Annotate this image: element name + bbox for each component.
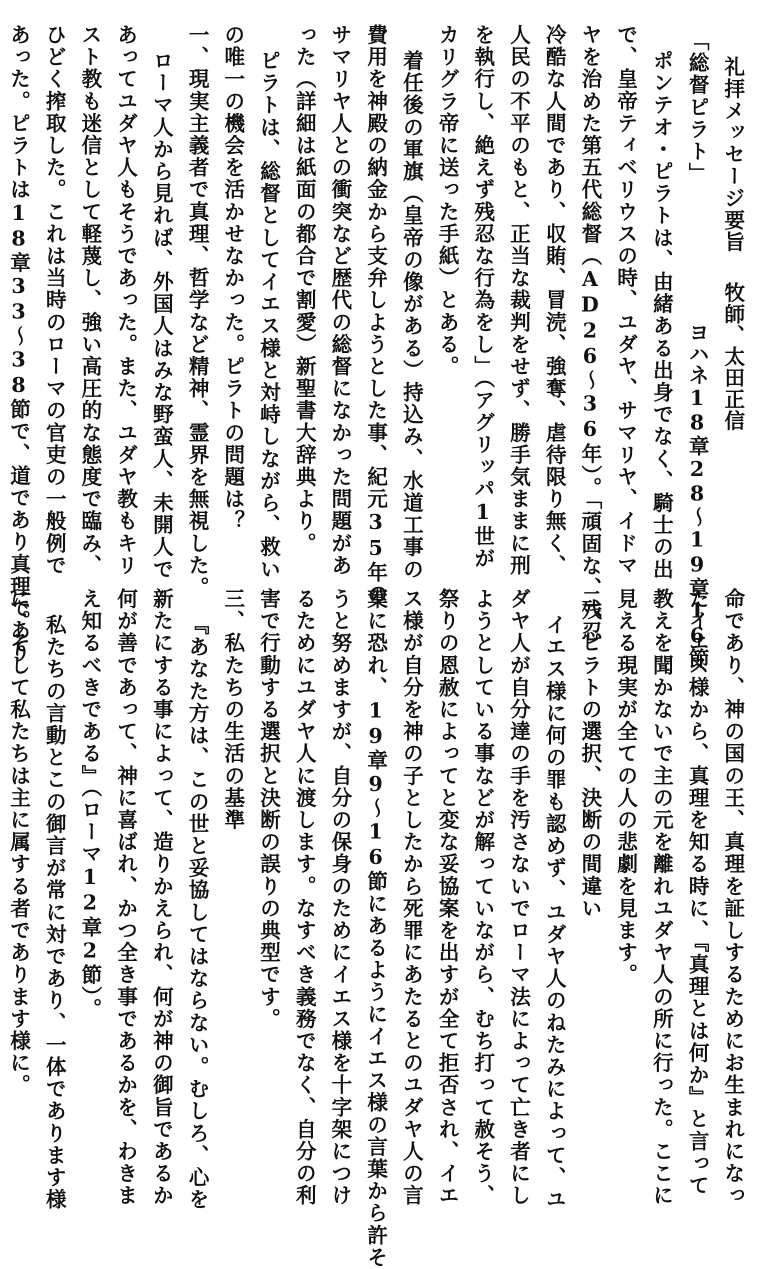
body-line: るためにユダヤ人に渡します。なすべき義務でなく、自分の利	[292, 588, 317, 1207]
body-line: 新たにする事によって、造りかえられ、何が神の御旨であるか	[149, 588, 174, 1207]
body-line: うと努めますが、自分の保身のためにイエス様を十字架につけ	[327, 588, 352, 1207]
body-line: ヤを治めた第五代総督（AD26〜36年）。「頑固な、残忍	[577, 24, 602, 644]
body-line: 費用を神殿の納金から支弁しようとした事、紀元35年の	[363, 24, 388, 606]
body-line: え知るべきである』（ローマ12章2節）。	[77, 588, 102, 1020]
body-line: スト教も迷信として軽蔑し、強い高圧的な態度で臨み、	[77, 24, 102, 577]
body-line: 害で行動する選択と決断の誤りの典型です。	[256, 588, 281, 1030]
author-name: 牧師、太田正信	[720, 282, 745, 432]
sermon-title: 「総督ピラト」	[685, 30, 710, 185]
body-line: あった。ピラトは18章33〜38節で、道であり真理であり	[6, 24, 31, 664]
body-line: イエス様に何の罪も認めず、ユダヤ人のねたみによって、ユ	[542, 614, 567, 1211]
body-line: 『あなた方は、この世と妥協してはならない。むしろ、心を	[185, 614, 210, 1211]
body-line: ようとしている事などが解っていながら、むち打って赦そう、	[470, 588, 495, 1207]
body-line: 祭りの恩赦によってと変な妥協案を出すが全て拒否され、イエ	[435, 588, 460, 1207]
body-line: ポンテオ・ピラトは、由緒ある出身でなく、騎士の出	[649, 50, 674, 581]
body-line: の唯一の機会を活かせなかった。ピラトの問題は？	[220, 24, 245, 533]
section-heading: 二、ピラトの選択、決断の間違い	[577, 588, 602, 920]
body-line: 何が善であって、神に喜ばれ、かつ全き事であるかを、わきま	[113, 588, 138, 1207]
body-line: カリグラ帝に送った手紙）とある。	[435, 24, 460, 378]
body-line: 人民の不平のもと、正当な裁判をせず、勝手気ままに刑	[506, 24, 531, 577]
body-line: 命であり、神の国の王、真理を証しするためにお生まれになっ	[720, 588, 745, 1207]
body-line: サマリヤ人との衝突など歴代の総督になかった問題があ	[327, 24, 352, 577]
body-line: あってユダヤ人もそうであった。また、ユダヤ教もキリ	[113, 24, 138, 577]
body-line: ス様が自分を神の子としたから死罪にあたるとのユダヤ人の言	[399, 588, 424, 1207]
body-line: 教えを聞かないで主の元を離れユダヤ人の所に行った。ここに	[649, 588, 674, 1207]
body-line: ダヤ人が自分達の手を汚さないでローマ法によって亡き者にし	[506, 588, 531, 1207]
body-line: 葉に恐れ、19章9〜16節にあるようにイエス様の言葉から許そ	[363, 588, 388, 1269]
body-line: 着任後の軍旗（皇帝の像がある）持込み、水道工事の	[399, 50, 424, 581]
body-line: 見える現実が全ての人の悲劇を見ます。	[613, 588, 638, 986]
body-line: 冷酷な人間であり、収賄、冒涜、強奪、虐待限り無く、	[542, 24, 567, 577]
page-title: 礼拝メッセージ要旨	[720, 56, 745, 254]
body-line: たイエス様から、真理を知る時に、『真理とは何か』と言って	[685, 588, 710, 1197]
section-heading: 一、現実主義者で真理、哲学など精神、霊界を無視した。	[185, 24, 210, 599]
body-line: った（詳細は紙面の都合で割愛）新聖書大辞典より。	[292, 24, 317, 555]
body-line: 私たちの言動とこの御言が常に対であり、一体であります様	[42, 614, 67, 1211]
body-line: に。そして私たちは主に属する者であります様に。	[6, 588, 31, 1097]
scripture-reference: ヨハネ18章28〜19章16節	[685, 322, 710, 670]
body-line: ピラトは、総督としてイエス様と対峙しながら、救い	[256, 50, 281, 581]
body-line: ひどく搾取した。これは当時のローマの官吏の一般例で	[42, 24, 67, 577]
body-line: を執行し、絶えず残忍な行為をし」（アグリッパ1世が	[470, 24, 495, 570]
section-heading: 三、私たちの生活の基準	[220, 588, 245, 832]
body-line: で、皇帝ティベリウスの時、ユダヤ、サマリヤ、イドマ	[613, 24, 638, 577]
body-line: ローマ人から見れば、外国人はみな野蛮人、未開人で	[149, 50, 174, 581]
